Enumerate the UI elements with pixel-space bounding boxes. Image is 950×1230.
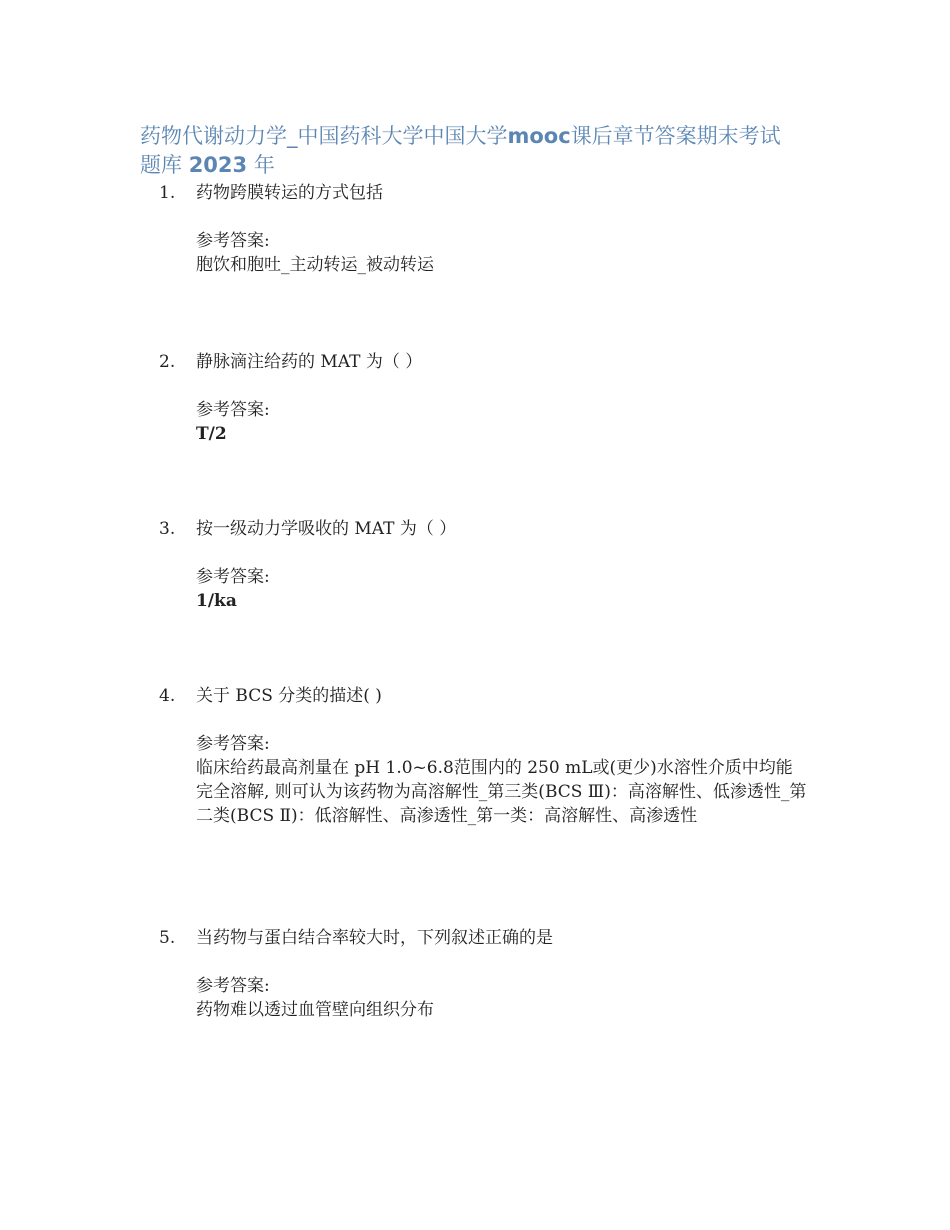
question-number: 2. [159,352,176,372]
answer-label: 参考答案: [196,400,270,420]
question-number: 1. [159,183,176,203]
question-text: 静脉滴注给药的 MAT 为（ ） [196,352,423,372]
answer-text: 胞饮和胞吐_主动转运_被动转运 [196,255,434,275]
answer-label: 参考答案: [196,734,270,754]
question-text: 按一级动力学吸收的 MAT 为（ ） [196,519,457,539]
question-number: 4. [159,686,176,706]
answer-label: 参考答案: [196,231,270,251]
question-text: 当药物与蛋白结合率较大时，下列叙述正确的是 [196,928,553,948]
answer-label: 参考答案: [196,976,270,996]
document-title: 药物代谢动力学_中国药科大学中国大学mooc课后章节答案期末考试 题库 2023 年 [140,124,781,177]
question-text: 关于 BCS 分类的描述( ) [196,686,382,706]
answer-text: 药物难以透过血管壁向组织分布 [196,1000,434,1020]
question-text: 药物跨膜转运的方式包括 [196,183,383,203]
answer-label: 参考答案: [196,567,270,587]
question-number: 3. [159,519,176,539]
answer-text: T/2 [196,424,227,444]
question-number: 5. [159,928,176,948]
answer-text: 1/ka [196,591,237,611]
answer-text: 临床给药最高剂量在 pH 1.0~6.8范围内的 250 mL或(更少)水溶性介质中均能完全溶解, 则可认为该药物为高溶解性_第三类(BCS Ⅲ)：高溶解性、低渗透性_第二类(BCS Ⅱ)：低溶解性、高渗透性_第一类：高溶解性、高渗透性 [196,758,807,826]
